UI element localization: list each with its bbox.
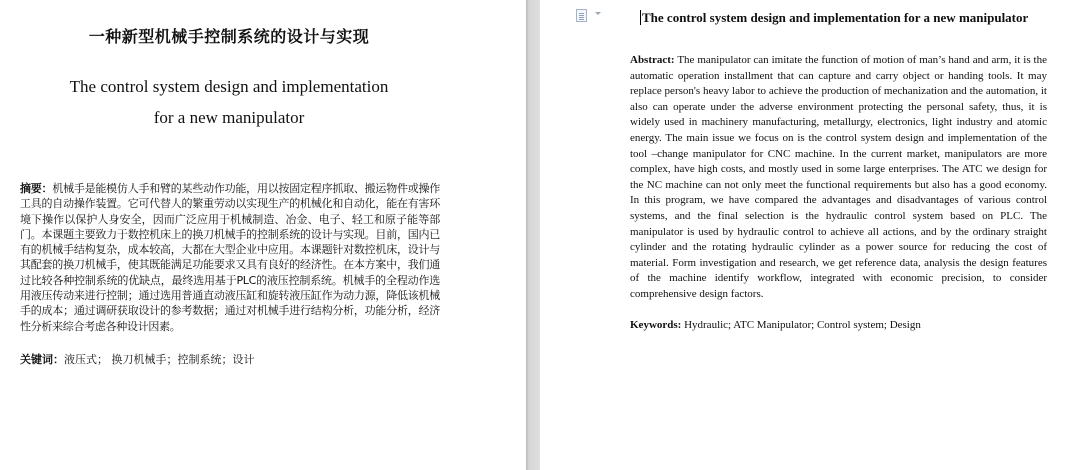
chinese-abstract [20,181,440,334]
text-cursor [640,10,641,25]
chevron-down-icon[interactable] [595,12,601,15]
english-title-line-2: for a new manipulator [153,108,305,127]
english-abstract [630,53,1047,303]
keywords-text: Hydraulic; ATC Manipulator; Control system; Design [681,319,921,331]
english-keywords [630,319,1050,331]
chinese-title: 一种新型机械手控制系统的设计与实现 [88,27,370,46]
keywords-label: 关键词： [20,353,64,366]
keywords-label: Keywords: [630,319,682,331]
english-title-line-1: The control system design and implementation [69,77,389,96]
abstract-text: The manipulator can imitate the function of motion of man’s hand and arm, it is the automatic operation installment that can capture and carry object or handing tools. It may replace person's heavy labor to achieve the production of mechanization and the automation, it also can operate under the adverse environment protecting the personal safety, thus, it is widely used in machinery manufacturing, metallurgy, electronics, light industry and atomic energy. The main issue we focus on is the control system design and implementation of the tool –change manipulator for CNC machine. In the current market, manipulators are more complex, have high costs, and mostly used in some large enterprises. The ATC we design for the NC machine can not only meet the functional requirements but also has a good economy. In this program, we have compared the advantages and disadvantages of various control systems, and the final selection is the hydraulic control system based on PLC. The manipulator is used by hydraulic control to achieve all actions, and by the ordinary straight cylinder and the rotating hydraulic cylinder as a power source for reducing the cost of material. Form investigation and research, we get reference data, analysis the design features of the machine identify workflow, integrated with economic precision, to consider comprehensive design factors. [630,54,1047,300]
left-page [0,0,526,470]
abstract-text: 机械手是能模仿人手和臂的某些动作功能，用以按固定程序抓取、搬运物件或操作工具的自动操作装置。它可代替人的繁重劳动以实现生产的机械化和自动化，能在有害环境下操作以保护人身安全，因而广泛应用于机械制造、冶金、电子、轻工和原子能等部门。本课题主要致力于数控机床上的换刀机械手的控制系统的设计与实现。目前，国内已有的机械手结构复杂，成本较高，大都在大型企业中应用。本课题针对数控机床，设计与其配套的换刀机械手，使其既能满足功能要求又具有良好的经济性。在本方案中，我们通过比较各种控制系统的优缺点，最终选用基于PLC的液压控制系统。机械手的全程动作选用液压传动来进行控制；通过选用普通直动液压缸和旋转液压缸作为动力源，降低该机械手的成本；通过调研获取设计的参考数据；通过对机械手进行结构分析，功能分析，经济性分析来综合考虑各种设计因素。 [20,182,440,333]
english-title: The control system design and implementation for a new manipulator [642,10,1029,25]
page-gutter [526,0,540,470]
chinese-keywords [20,351,440,367]
right-page [540,0,1084,470]
document-icon[interactable] [576,9,587,22]
abstract-label: 摘要： [20,182,53,195]
abstract-label: Abstract: [630,54,675,66]
keywords-text: 液压式； 换刀机械手；控制系统；设计 [64,353,255,366]
